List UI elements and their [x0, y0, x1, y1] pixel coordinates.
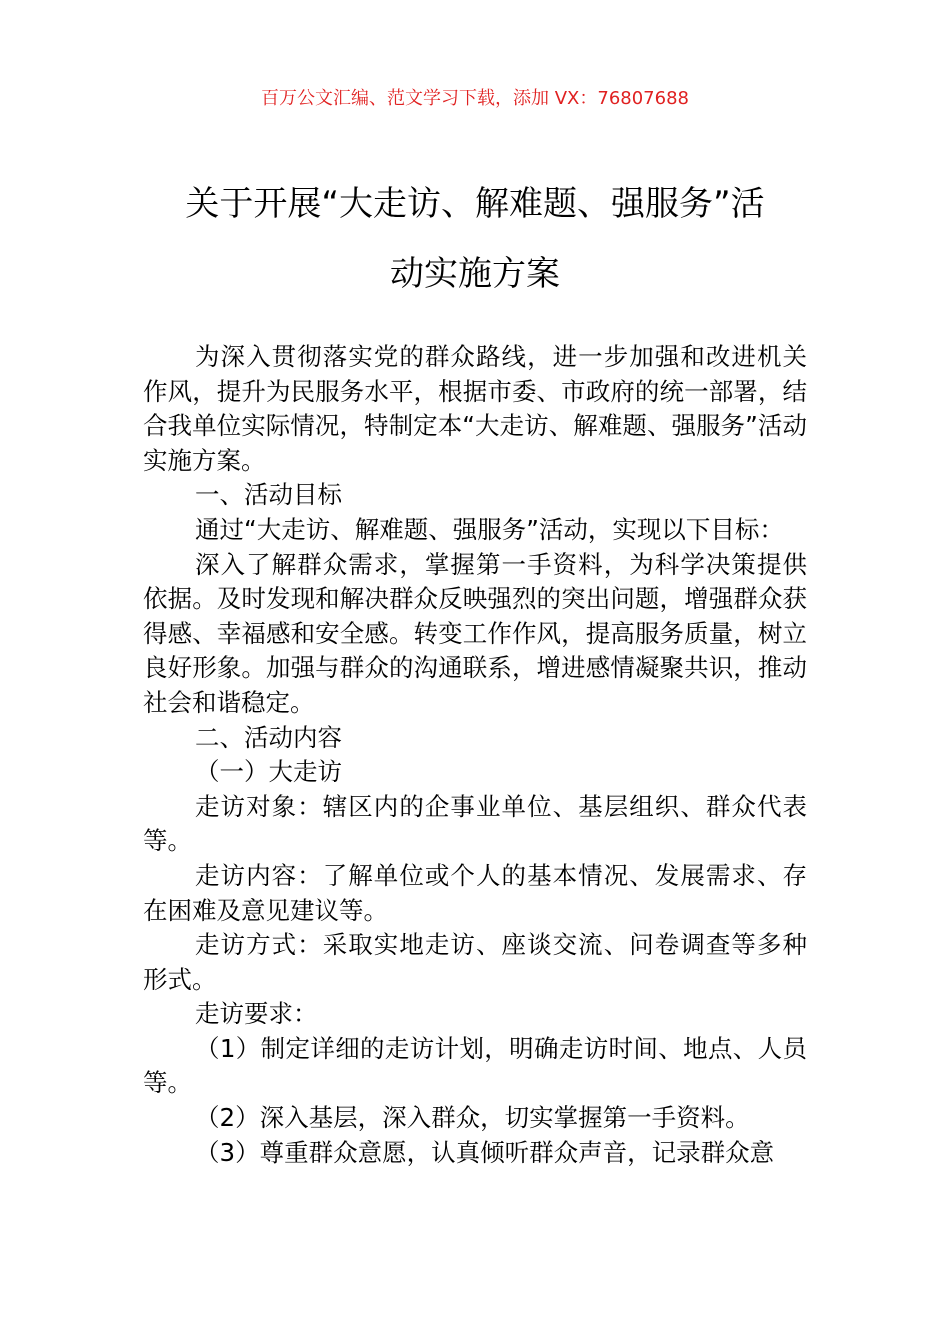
document-body [143, 340, 807, 1170]
paragraph-visit-methods: 走访方式：采取实地走访、座谈交流、问卷调查等多种形式。 [143, 930, 807, 994]
list-item-requirement-2: （2）深入基层，深入群众，切实掌握第一手资料。 [195, 1103, 750, 1133]
paragraph-visit-content: 走访内容：了解单位或个人的基本情况、发展需求、存在困难及意见建议等。 [143, 860, 807, 925]
document-title-line-2: 动实施方案 [390, 254, 560, 294]
header-note: 百万公文汇编、范文学习下载，添加 VX：76807688 [261, 88, 689, 109]
paragraph-goals-detail: 深入了解群众需求，掌握第一手资料，为科学决策提供依据。及时发现和解决群众反映强烈的突出问题，增强群众获得感、幸福感和安全感。转变工作作风，提高服务质量，树立良好形象。加强与群众的沟通联系，增进感情凝聚共识，推动社会和谐稳定。 [143, 549, 807, 717]
subsection-heading-visits: （一）大走访 [195, 757, 342, 787]
paragraph-visit-targets: 走访对象：辖区内的企事业单位、基层组织、群众代表等。 [143, 791, 807, 856]
list-item-requirement-1: （1）制定详细的走访计划，明确走访时间、地点、人员等。 [143, 1033, 807, 1098]
section-heading-content: 二、活动内容 [195, 722, 342, 752]
paragraph-intro: 为深入贯彻落实党的群众路线，进一步加强和改进机关作风，提升为民服务水平，根据市委、市政府的统一部署，结合我单位实际情况，特制定本“大走访、解难题、强服务”活动实施方案。 [143, 342, 807, 475]
paragraph-visit-requirements: 走访要求： [195, 999, 318, 1029]
paragraph-goals-lead: 通过“大走访、解难题、强服务”活动，实现以下目标： [195, 514, 784, 544]
document-title-line-1: 关于开展“大走访、解难题、强服务”活 [185, 184, 765, 224]
section-heading-goals: 一、活动目标 [195, 480, 342, 510]
list-item-requirement-3: （3）尊重群众意愿，认真倾听群众声音，记录群众意 [195, 1137, 775, 1167]
